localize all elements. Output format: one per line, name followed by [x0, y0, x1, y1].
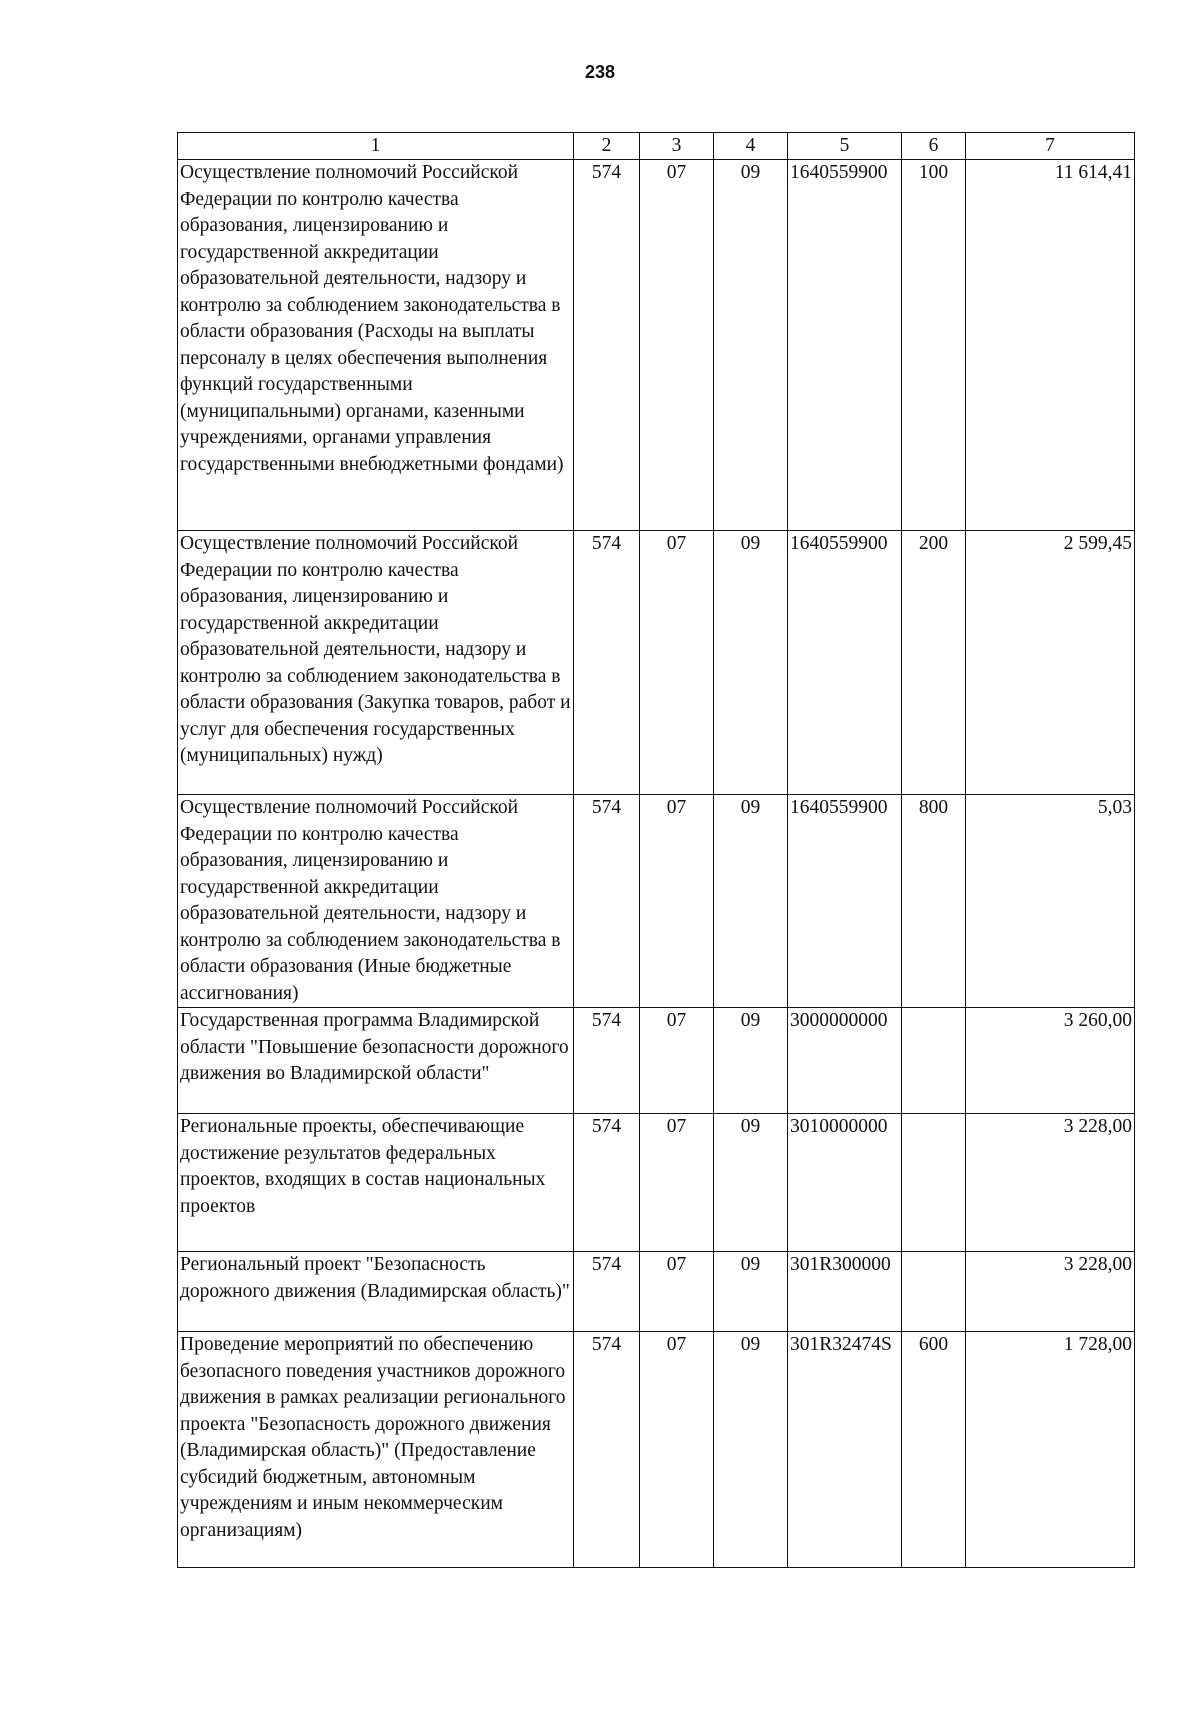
row-subsection: 09	[714, 795, 788, 1008]
row-target: 301R300000	[788, 1252, 902, 1332]
row-amount: 3 228,00	[966, 1252, 1135, 1332]
row-amount: 11 614,41	[966, 160, 1135, 531]
row-subsection: 09	[714, 531, 788, 795]
row-section: 07	[640, 1332, 714, 1568]
row-target: 1640559900	[788, 160, 902, 531]
row-target: 1640559900	[788, 795, 902, 1008]
row-amount: 1 728,00	[966, 1332, 1135, 1568]
row-target: 1640559900	[788, 531, 902, 795]
table-row	[178, 531, 1135, 795]
row-name: Осуществление полномочий Российской Федерации по контролю качества образования, лицензированию и государственной аккредитации образовательной деятельности, надзору и контролю за соблюдением законодательства в области образования (Иные бюджетные ассигнования)	[178, 795, 574, 1008]
row-section: 07	[640, 531, 714, 795]
table-row	[178, 795, 1135, 1008]
header-col-4: 4	[714, 133, 788, 160]
row-expense-type	[902, 1008, 966, 1114]
row-target: 3010000000	[788, 1114, 902, 1252]
page-number: 238	[584, 62, 616, 82]
header-col-1: 1	[178, 133, 574, 160]
row-ministry: 574	[574, 1008, 640, 1114]
header-col-7: 7	[966, 133, 1135, 160]
row-expense-type: 200	[902, 531, 966, 795]
row-ministry: 574	[574, 1252, 640, 1332]
row-section: 07	[640, 1008, 714, 1114]
row-ministry: 574	[574, 795, 640, 1008]
header-col-6: 6	[902, 133, 966, 160]
table-row	[178, 1008, 1135, 1114]
row-subsection: 09	[714, 1114, 788, 1252]
row-target: 3000000000	[788, 1008, 902, 1114]
row-name: Осуществление полномочий Российской Федерации по контролю качества образования, лицензированию и государственной аккредитации образовательной деятельности, надзору и контролю за соблюдением законодательства в области образования (Закупка товаров, работ и услуг для обеспечения государственных (муниципальных) нужд)	[178, 531, 574, 795]
row-name: Проведение мероприятий по обеспечению безопасного поведения участников дорожного движения в рамках реализации регионального проекта "Безопасность дорожного движения (Владимирская область)" (Предоставление субсидий бюджетным, автономным учреждениям и иным некоммерческим организациям)	[178, 1332, 574, 1568]
row-ministry: 574	[574, 1114, 640, 1252]
row-subsection: 09	[714, 160, 788, 531]
row-ministry: 574	[574, 531, 640, 795]
row-amount: 3 228,00	[966, 1114, 1135, 1252]
row-name: Региональные проекты, обеспечивающие достижение результатов федеральных проектов, входящих в состав национальных проектов	[178, 1114, 574, 1252]
row-target: 301R32474S	[788, 1332, 902, 1568]
row-expense-type: 600	[902, 1332, 966, 1568]
row-amount: 5,03	[966, 795, 1135, 1008]
row-section: 07	[640, 1114, 714, 1252]
header-col-3: 3	[640, 133, 714, 160]
table-row	[178, 1252, 1135, 1332]
row-amount: 3 260,00	[966, 1008, 1135, 1114]
row-expense-type	[902, 1252, 966, 1332]
row-expense-type	[902, 1114, 966, 1252]
row-subsection: 09	[714, 1332, 788, 1568]
row-subsection: 09	[714, 1252, 788, 1332]
row-ministry: 574	[574, 1332, 640, 1568]
row-expense-type: 800	[902, 795, 966, 1008]
header-row	[178, 133, 1135, 160]
table-row	[178, 1332, 1135, 1568]
table-row	[178, 160, 1135, 531]
row-amount: 2 599,45	[966, 531, 1135, 795]
row-section: 07	[640, 795, 714, 1008]
row-section: 07	[640, 1252, 714, 1332]
header-col-2: 2	[574, 133, 640, 160]
row-subsection: 09	[714, 1008, 788, 1114]
row-name: Осуществление полномочий Российской Федерации по контролю качества образования, лицензированию и государственной аккредитации образовательной деятельности, надзору и контролю за соблюдением законодательства в области образования (Расходы на выплаты персоналу в целях обеспечения выполнения функций государственными (муниципальными) органами, казенными учреждениями, органами управления государственными внебюджетными фондами)	[178, 160, 574, 531]
header-col-5: 5	[788, 133, 902, 160]
row-name: Региональный проект "Безопасность дорожного движения (Владимирская область)"	[178, 1252, 574, 1332]
row-name: Государственная программа Владимирской области "Повышение безопасности дорожного движения во Владимирской области"	[178, 1008, 574, 1114]
budget-table	[177, 132, 1135, 1568]
row-section: 07	[640, 160, 714, 531]
table-row	[178, 1114, 1135, 1252]
row-expense-type: 100	[902, 160, 966, 531]
row-ministry: 574	[574, 160, 640, 531]
